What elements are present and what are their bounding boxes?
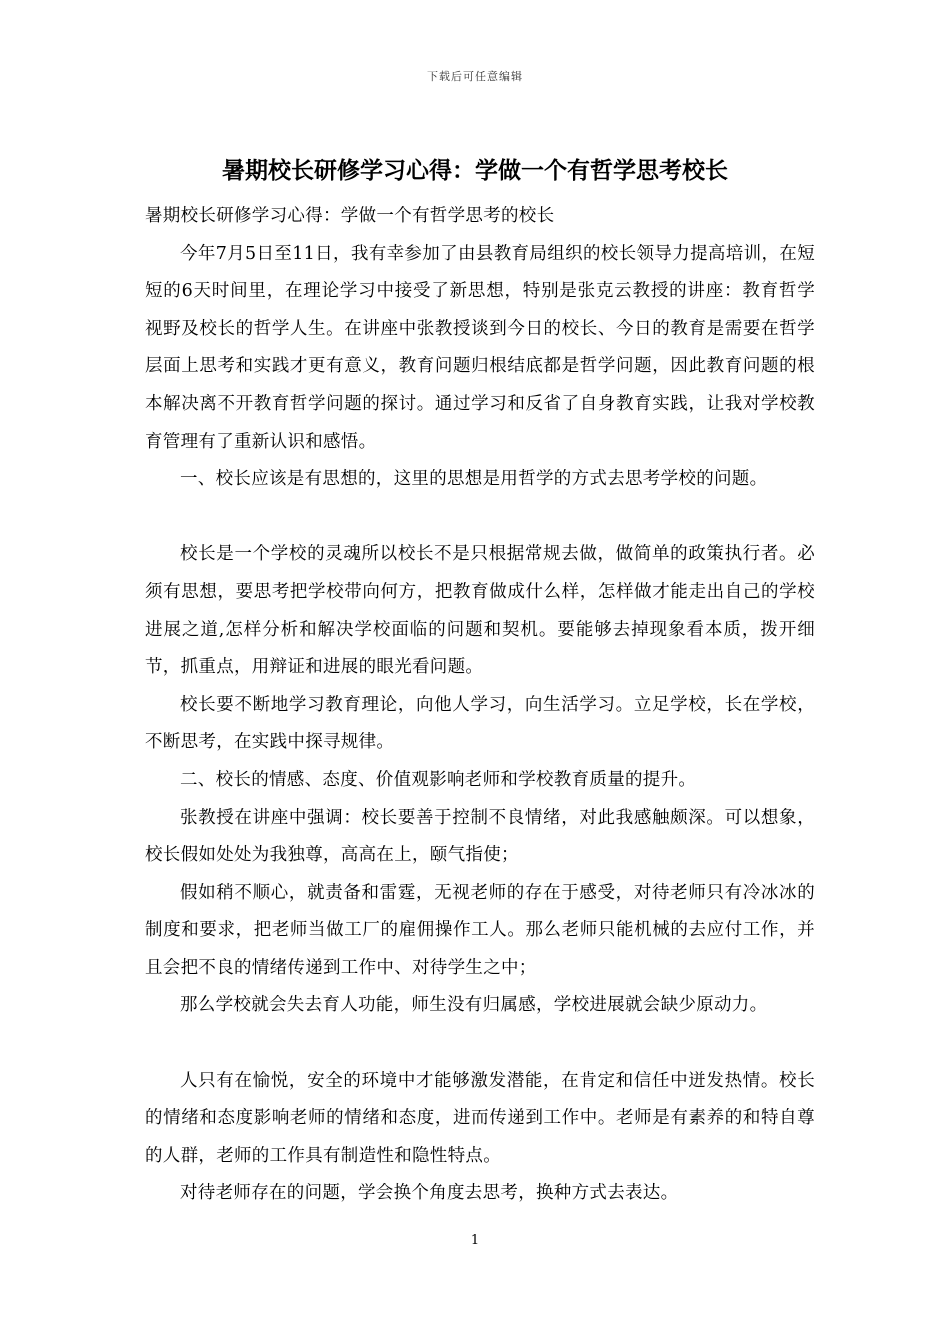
section-heading-2: 二、校长的情感、态度、价值观影响老师和学校教育质量的提升。	[180, 769, 697, 790]
header-note: 下载后可任意编辑	[427, 70, 523, 83]
paragraph: 那么学校就会失去育人功能，师生没有归属感，学校进展就会缺少原动力。	[180, 995, 768, 1016]
document-body	[145, 198, 815, 1213]
section-heading-1: 一、校长应该是有思想的，这里的思想是用哲学的方式去思考学校的问题。	[180, 469, 768, 490]
paragraph: 张教授在讲座中强调：校长要善于控制不良情绪，对此我感触颇深。可以想象，校长假如处处为我独尊，高高在上，颐气指使；	[145, 807, 815, 866]
paragraph: 校长要不断地学习教育理论，向他人学习，向生活学习。立足学校，长在学校，不断思考，在实践中探寻规律。	[145, 694, 815, 753]
paragraph-subtitle: 暑期校长研修学习心得：学做一个有哲学思考的校长	[145, 206, 555, 226]
paragraph: 今年7月5日至11日，我有幸参加了由县教育局组织的校长领导力提高培训，在短短的6天时间里，在理论学习中接受了新思想，特别是张克云教授的讲座：教育哲学视野及校长的哲学人生。在讲座中张教授谈到今日的校长、今日的教育是需要在哲学层面上思考和实践才更有意义，教育问题归根结底都是哲学问题，因此教育问题的根本解决离不开教育哲学问题的探讨。通过学习和反省了自身教育实践，让我对学校教育管理有了重新认识和感悟。	[145, 243, 815, 452]
paragraph: 假如稍不顺心，就责备和雷霆，无视老师的存在于感受，对待老师只有冷冰冰的制度和要求，把老师当做工厂的雇佣操作工人。那么老师只能机械的去应付工作，并且会把不良的情绪传递到工作中、对待学生之中；	[145, 882, 815, 978]
paragraph: 对待老师存在的问题，学会换个角度去思考，换种方式去表达。	[180, 1183, 679, 1204]
paragraph: 校长是一个学校的灵魂所以校长不是只根据常规去做，做简单的政策执行者。必须有思想，要思考把学校带向何方，把教育做成什么样，怎样做才能走出自己的学校进展之道,怎样分析和解决学校面临的问题和契机。要能够去掉现象看本质，拨开细节，抓重点，用辩证和进展的眼光看问题。	[145, 544, 815, 678]
paragraph: 人只有在愉悦，安全的环境中才能够激发潜能，在肯定和信任中迸发热情。校长的情绪和态度影响老师的情绪和态度，进而传递到工作中。老师是有素养的和特自尊的人群，老师的工作具有制造性和隐性特点。	[145, 1070, 815, 1166]
document-title: 暑期校长研修学习心得：学做一个有哲学思考校长	[222, 158, 728, 184]
page-number: 1	[470, 1233, 480, 1248]
